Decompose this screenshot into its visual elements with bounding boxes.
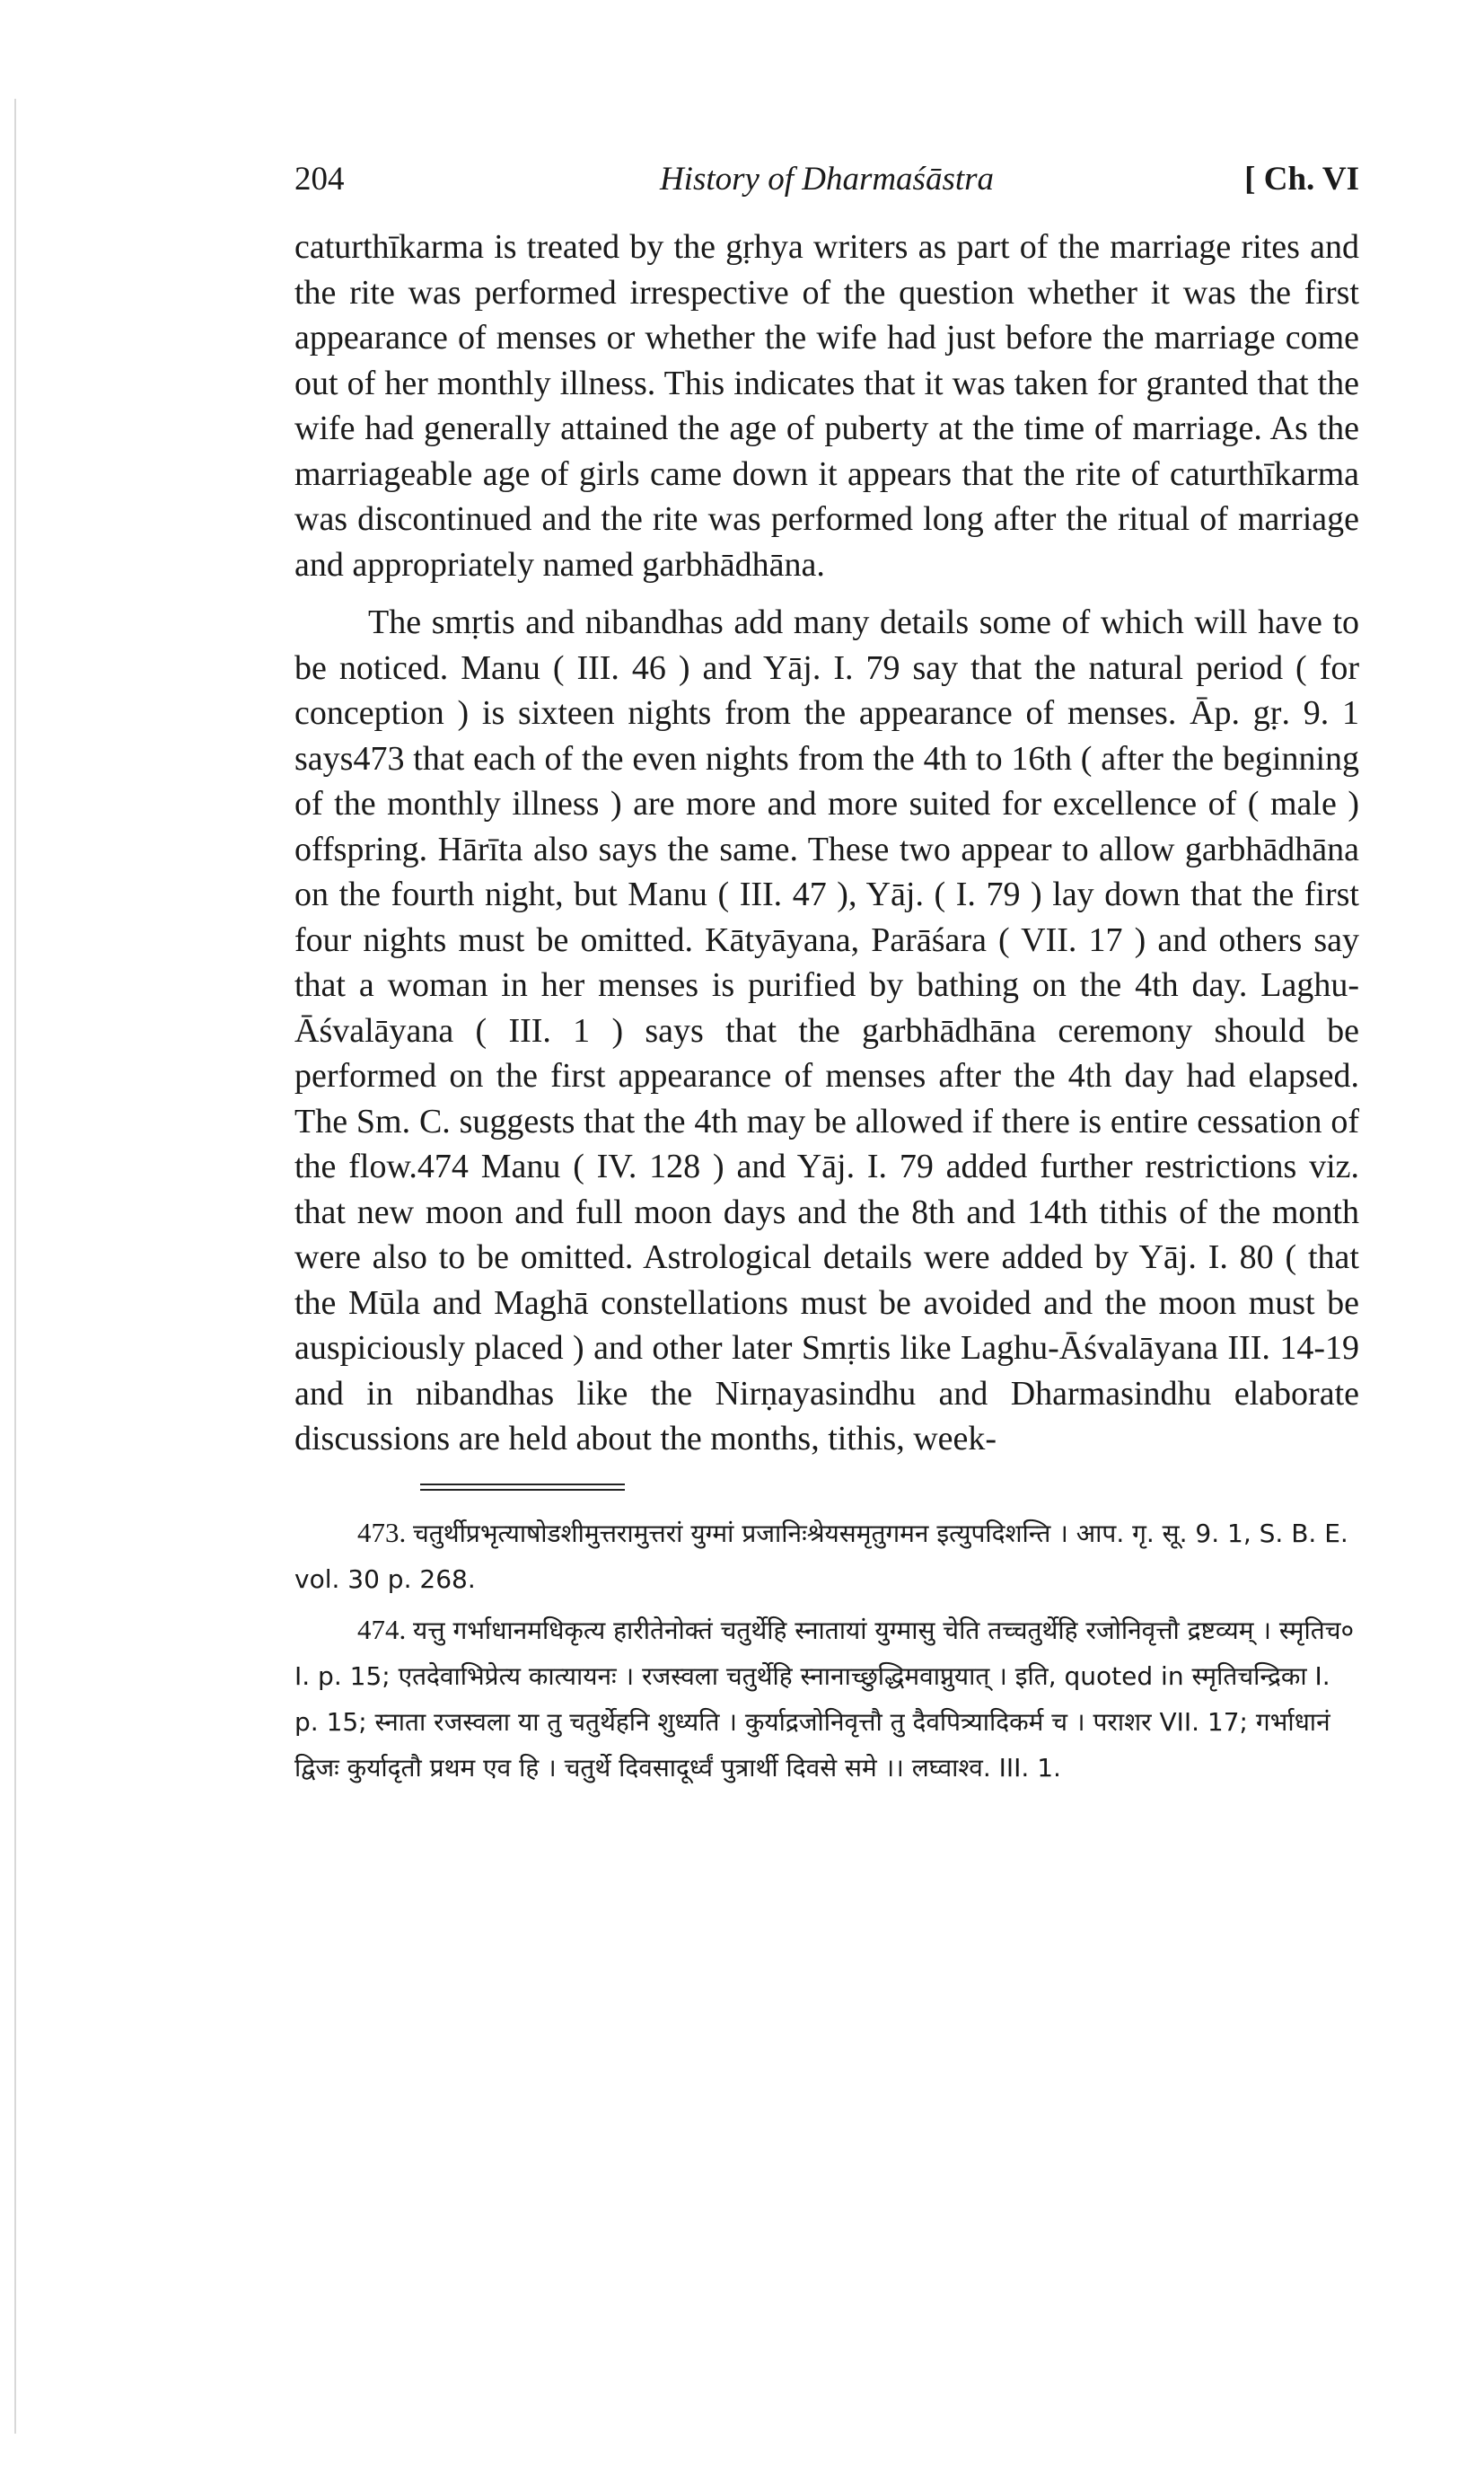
footnote-text: चतुर्थीप्रभृत्याषोडशीमुत्तरामुत्तरां युग्मां प्रजानिःश्रेयसमृतुगमन इत्युपदिशन्ति । आप. गृ. सू. 9. 1, S. B. E. vol. 30 p. 268. <box>294 1518 1348 1594</box>
running-head <box>294 153 1359 207</box>
footnote <box>294 1510 1359 1602</box>
footnote <box>294 1607 1359 1791</box>
footnote-rule <box>420 1484 625 1491</box>
body-paragraph: caturthīkarma is treated by the gṛhya writers as part of the marriage rites and the rite was performed irrespective of the question whether it was the first appearance of menses or whether the wife had just before the marriage come out of her monthly illness. This indicates that it was taken for granted that the wife had generally attained the age of puberty at the time of marriage. As the marriageable age of girls came down it appears that the rite of caturthīkarma was discontinued and the rite was performed long after the ritual of marriage and appropriately named garbhādhāna. <box>294 228 1359 584</box>
running-title: History of Dharmaśāstra <box>659 161 995 198</box>
footnote-number: 473. <box>357 1516 407 1548</box>
book-page <box>294 153 1359 1796</box>
page-number: 204 <box>294 161 345 198</box>
footnotes <box>294 1510 1359 1791</box>
body-paragraph: The smṛtis and nibandhas add many details some of which will have to be noticed. Manu ( III. 46 ) and Yāj. I. 79 say that the natural period ( for conception ) is sixteen nights from the appearance of menses. Āp. gṛ. 9. 1 says473 that each of the even nights from the 4th to 16th ( after the beginning of the monthly illness ) are more and more suited for excellence of ( male ) offspring. Hārīta also says the same. These two appear to allow garbhādhāna on the fourth night, but Manu ( III. 47 ), Yāj. ( I. 79 ) lay down that the first four nights must be omitted. Kātyāyana, Parāśara ( VII. 17 ) and others say that a woman in her menses is purified by bathing on the 4th day. Laghu-Āśvalāyana ( III. 1 ) says that the garbhādhāna ceremony should be performed on the first appearance of menses after the 4th day had elapsed. The Sm. C. suggests that the 4th may be allowed if there is entire cessation of the flow.474 Manu ( IV. 128 ) and Yāj. I. 79 added further restrictions viz. that new moon and full moon days and the 8th and 14th tithis of the month were also to be omitted. Astrological details were added by Yāj. I. 80 ( that the Mūla and Maghā constellations must be avoided and the moon must be auspiciously placed ) and other later Smṛtis like Laghu-Āśvalāyana III. 14-19 and in nibandhas like the Nirṇayasindhu and Dharmasindhu elaborate discussions are held about the months, tithis, week- <box>294 603 1359 1457</box>
footnote-number: 474. <box>357 1613 407 1645</box>
page-edge-rule <box>14 99 16 2434</box>
footnote-text: यत्तु गर्भाधानमधिकृत्य हारीतेनोक्तं चतुर्थेहि स्नातायां युग्मासु चेति तच्चतुर्थेहि रजोनिवृत्तौ द्रष्टव्यम् । स्मृतिच० I. p. 15; एतदेवाभिप्रेत्य कात्यायनः । रजस्वला चतुर्थेहि स्नानाच्छुद्धिमवाप्नुयात् । इति, quoted in स्मृतिचन्द्रिका I. p. 15; स्नाता रजस्वला या तु चतुर्थेहनि शुध्यति । कुर्याद्रजोनिवृत्तौ तु दैवपित्र्यादिकर्म च । पराशर VII. 17; गर्भाधानं द्विजः कुर्यादृतौ प्रथम एव हि । चतुर्थे दिवसादूर्ध्वं पुत्रार्थी दिवसे समे ।। लघ्वाश्व. III. 1. <box>294 1615 1355 1783</box>
chapter-label: [ Ch. VI <box>1244 161 1359 198</box>
